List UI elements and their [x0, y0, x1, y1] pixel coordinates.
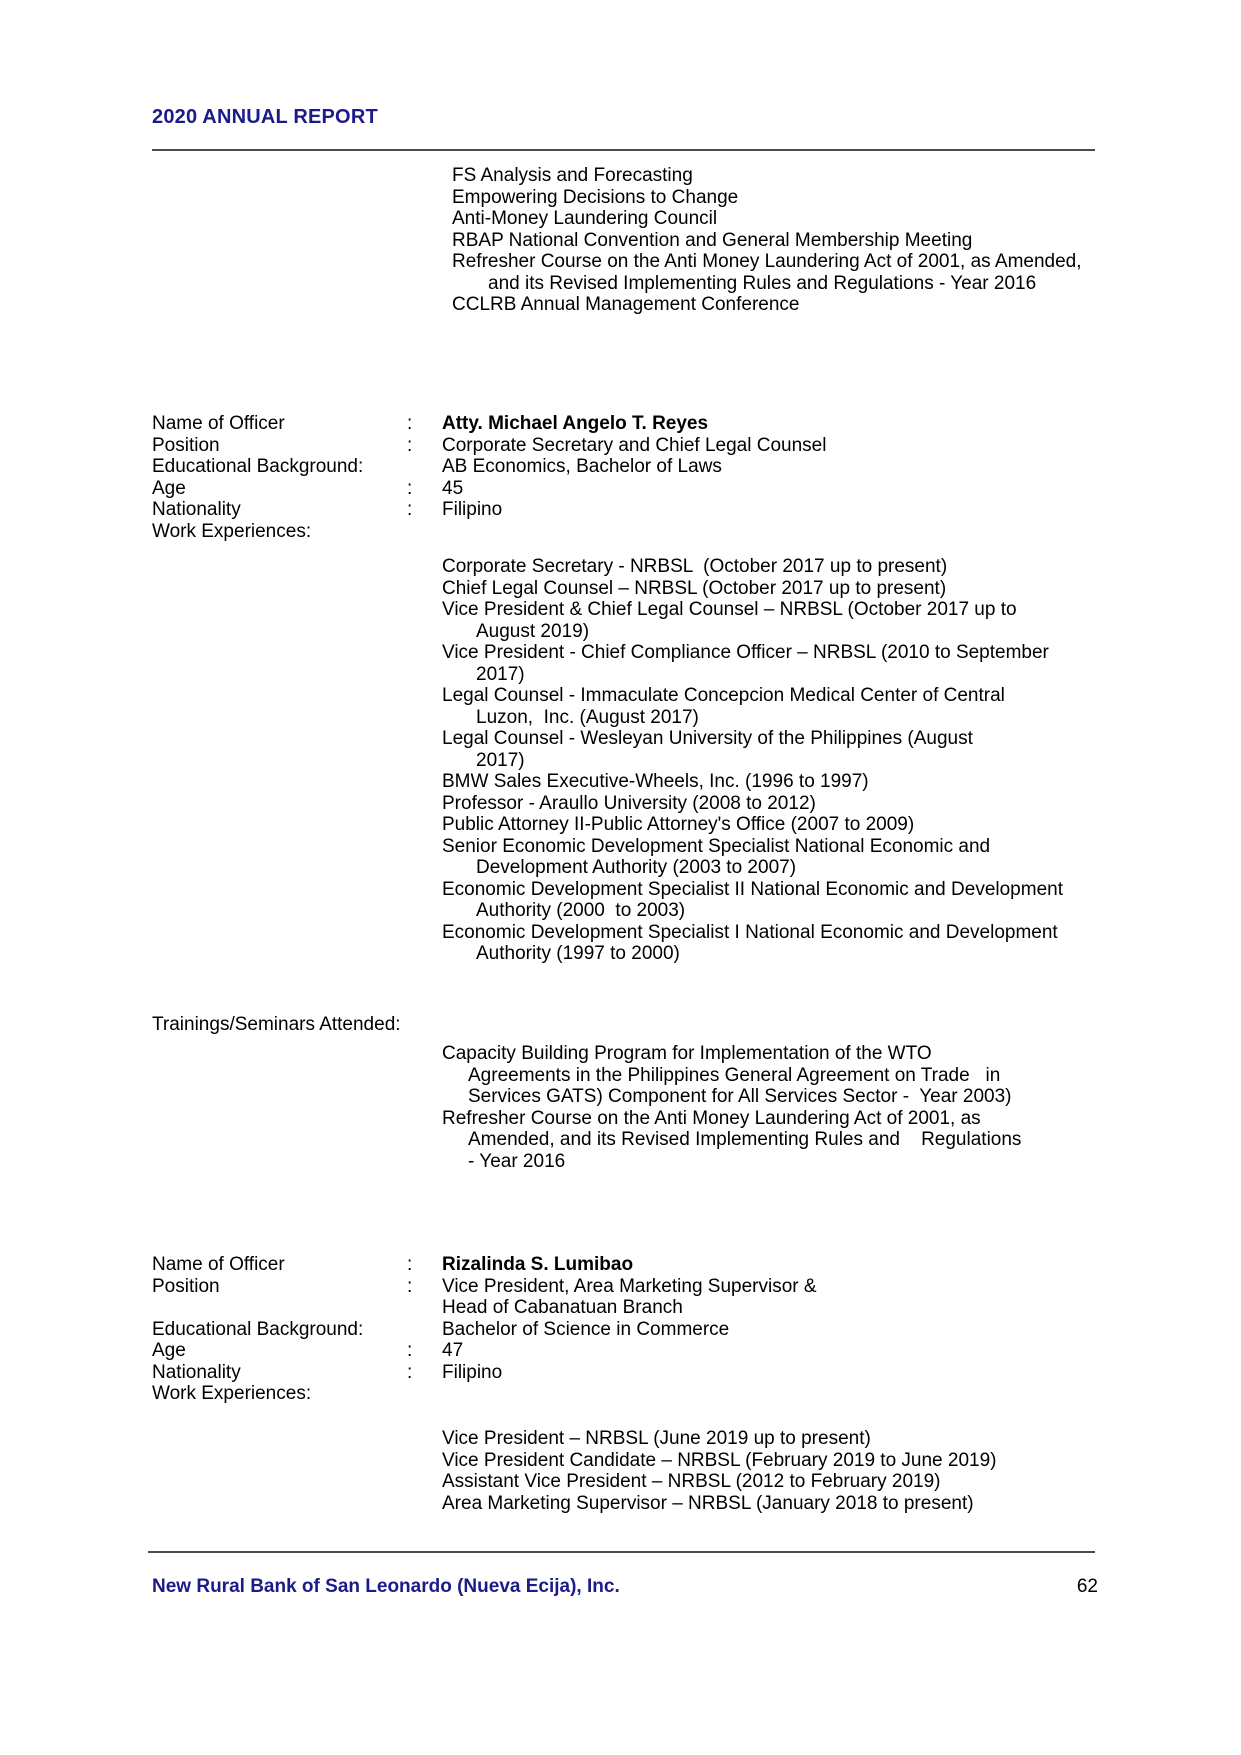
work-experience-line: Area Marketing Supervisor – NRBSL (January 2018 to present) — [442, 1492, 974, 1514]
work-experience-line: Professor - Araullo University (2008 to 2012) — [442, 792, 816, 814]
field-label: Name of Officer — [152, 413, 285, 434]
work-experience-line: Development Authority (2003 to 2007) — [476, 857, 797, 878]
field-colon — [407, 521, 442, 543]
field-label — [152, 1297, 407, 1319]
work-experience-line: Economic Development Specialist I National Economic and Development — [442, 921, 1058, 943]
field-colon: : — [407, 477, 413, 499]
training-line: Refresher Course on the Anti Money Laundering Act of 2001, as — [442, 1107, 981, 1129]
field-value: Bachelor of Science in Commerce — [442, 1318, 730, 1340]
work-experience-line: Senior Economic Development Specialist National Economic and — [442, 835, 991, 857]
field-value: Atty. Michael Angelo T. Reyes — [442, 413, 709, 434]
officer-1-trainings-list — [442, 1043, 1021, 1172]
officer-1-fields — [152, 413, 826, 542]
work-experience-line: Vice President Candidate – NRBSL (February 2019 to June 2019) — [442, 1449, 997, 1471]
seminar-line: Empowering Decisions to Change — [452, 186, 739, 208]
field-label: Nationality — [152, 1361, 241, 1383]
field-colon: : — [407, 434, 413, 456]
work-experience-line: Corporate Secretary - NRBSL (October 2017 up to present) — [442, 556, 948, 577]
training-line: Agreements in the Philippines General Agreement on Trade in — [468, 1064, 1001, 1086]
training-line: - Year 2016 — [468, 1150, 566, 1172]
seminars-continued-list — [452, 165, 1082, 316]
field-colon: : — [407, 499, 413, 520]
field-colon: : — [407, 413, 413, 434]
header-rule — [152, 149, 1095, 151]
seminar-line: RBAP National Convention and General Membership Meeting — [452, 229, 973, 251]
officer-field-row — [152, 1383, 817, 1405]
field-label: Nationality — [152, 499, 241, 520]
field-label: Educational Background: — [152, 1318, 364, 1340]
officer-field-row — [152, 521, 826, 543]
officer-field-row — [152, 1340, 817, 1362]
field-colon — [407, 1319, 442, 1341]
field-label: Work Experiences: — [152, 520, 312, 542]
field-label: Educational Background: — [152, 456, 364, 477]
officer-field-row — [152, 1319, 817, 1341]
work-experience-line: Vice President – NRBSL (June 2019 up to present) — [442, 1428, 871, 1449]
field-value: Head of Cabanatuan Branch — [442, 1297, 683, 1318]
field-colon: : — [407, 1361, 413, 1383]
footer-rule — [148, 1551, 1095, 1553]
field-value: 47 — [442, 1340, 464, 1361]
work-experience-line: 2017) — [476, 749, 525, 771]
work-experience-line: Authority (1997 to 2000) — [476, 943, 680, 964]
officer-field-row — [152, 478, 826, 500]
officer-1-trainings-label: Trainings/Seminars Attended: — [152, 1014, 401, 1035]
field-colon — [407, 456, 442, 478]
field-value: Filipino — [442, 499, 503, 520]
officer-2-work-experience-list — [442, 1428, 997, 1514]
seminar-line: and its Revised Implementing Rules and Regulations - Year 2016 — [488, 272, 1037, 294]
work-experience-line: 2017) — [476, 663, 525, 685]
officer-field-row — [152, 499, 826, 521]
field-value: Filipino — [442, 1361, 503, 1383]
work-experience-line: August 2019) — [476, 620, 590, 642]
footer-bank-name: New Rural Bank of San Leonardo (Nueva Ecija), Inc. — [152, 1576, 620, 1597]
work-experience-line: Legal Counsel - Wesleyan University of the Philippines (August — [442, 728, 973, 749]
field-value: Vice President, Area Marketing Supervisor & — [442, 1275, 817, 1297]
training-line: Services GATS) Component for All Services Sector - Year 2003) — [468, 1086, 1012, 1107]
field-value: Corporate Secretary and Chief Legal Counsel — [442, 434, 827, 456]
work-experience-line: Assistant Vice President – NRBSL (2012 to February 2019) — [442, 1471, 941, 1492]
officer-field-row — [152, 1254, 817, 1276]
work-experience-line: Vice President & Chief Legal Counsel – NRBSL (October 2017 up to — [442, 599, 1017, 620]
field-colon: : — [407, 1275, 413, 1297]
field-value: 45 — [442, 477, 464, 499]
field-colon: : — [407, 1254, 413, 1275]
work-experience-line: Luzon, Inc. (August 2017) — [476, 706, 699, 728]
work-experience-line: Authority (2000 to 2003) — [476, 900, 686, 921]
officer-field-row — [152, 1297, 817, 1319]
work-experience-line: Vice President - Chief Compliance Officer – NRBSL (2010 to September — [442, 642, 1049, 663]
officer-field-row — [152, 456, 826, 478]
seminar-line: CCLRB Annual Management Conference — [452, 294, 800, 315]
officer-1-work-experience-list — [442, 556, 1063, 965]
work-experience-line: Public Attorney II-Public Attorney's Office (2007 to 2009) — [442, 814, 915, 835]
seminar-line: FS Analysis and Forecasting — [452, 165, 693, 186]
field-label: Work Experiences: — [152, 1383, 312, 1404]
field-label: Name of Officer — [152, 1254, 285, 1275]
field-colon: : — [407, 1340, 413, 1361]
field-value: AB Economics, Bachelor of Laws — [442, 456, 722, 477]
officer-field-row — [152, 413, 826, 435]
field-label: Position — [152, 1275, 220, 1297]
field-label: Age — [152, 477, 186, 499]
field-label: Position — [152, 434, 220, 456]
field-colon — [407, 1383, 442, 1405]
work-experience-line: BMW Sales Executive-Wheels, Inc. (1996 to 1997) — [442, 771, 869, 792]
officer-field-row — [152, 1276, 817, 1298]
work-experience-line: Economic Development Specialist II National Economic and Development — [442, 878, 1063, 900]
seminar-line: Refresher Course on the Anti Money Laundering Act of 2001, as Amended, — [452, 251, 1082, 272]
field-label: Age — [152, 1340, 186, 1361]
work-experience-line: Legal Counsel - Immaculate Concepcion Medical Center of Central — [442, 685, 1005, 706]
officer-2-fields — [152, 1254, 817, 1405]
training-line: Amended, and its Revised Implementing Rules and Regulations — [468, 1129, 1022, 1150]
field-value: Rizalinda S. Lumibao — [442, 1254, 634, 1275]
page-header-title: 2020 ANNUAL REPORT — [152, 106, 378, 128]
training-line: Capacity Building Program for Implementation of the WTO — [442, 1043, 932, 1064]
page-number: 62 — [1076, 1576, 1098, 1597]
work-experience-line: Chief Legal Counsel – NRBSL (October 2017 up to present) — [442, 577, 947, 599]
officer-field-row — [152, 1362, 817, 1384]
field-colon — [407, 1297, 442, 1319]
seminar-line: Anti-Money Laundering Council — [452, 208, 718, 229]
officer-field-row — [152, 435, 826, 457]
